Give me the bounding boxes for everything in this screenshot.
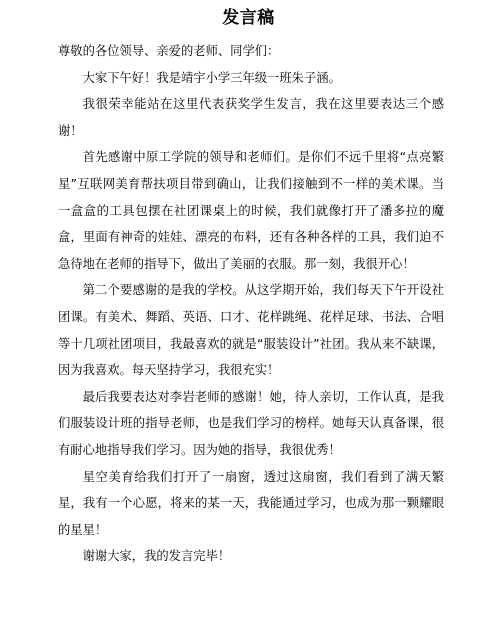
salutation-paragraph: 尊敬的各位领导、亲爱的老师、同学们： (58, 44, 280, 58)
intro-paragraph: 我很荣幸能站在这里代表获奖学生发言，我在这里要表达三个感谢！ (58, 97, 444, 138)
greeting-paragraph: 大家下午好！我是靖宇小学三年级一班朱子涵。 (82, 70, 341, 85)
thanks-school-paragraph: 第二个要感谢的是我的学校。从这学期开始，我们每天下午开设社团课。有美术、舞蹈、英语、口才、花样跳绳、花样足球、书法、合唱等十几项社团项目，我最喜欢的就是“服装设计”社团。我从来不缺课，因为我喜欢。每天坚持学习，我很充实！ (58, 283, 444, 378)
thanks-teacher-paragraph: 最后我要表达对李岩老师的感谢！她，待人亲切，工作认真，是我们服装设计班的指导老师，也是我们学习的榜样。她每天认真备课，很有耐心地指导我们学习。因为她的指导，我很优秀！ (58, 389, 444, 457)
stars-paragraph: 星空美育给我们打开了一扇窗，透过这扇窗，我们看到了满天繁星，我有一个心愿，将来的某一天，我能通过学习，也成为那一颗耀眼的星星！ (58, 469, 444, 537)
closing-paragraph: 谢谢大家，我的发言完毕！ (82, 549, 231, 564)
thanks-college-paragraph: 首先感谢中原工学院的领导和老师们。是你们不远千里将“点亮繁星”互联网美育帮扶项目带到确山，让我们接触到不一样的美术课。当一盒盒的工具包摆在社团课桌上的时候，我们就像打开了潘多拉的魔盒，里面有神奇的娃娃、漂亮的布料，还有各种各样的工具，我们迫不急待地在老师的指导下，做出了美丽的衣服。那一刻，我很开心！ (58, 150, 444, 271)
document-title: 发言稿 (222, 8, 275, 28)
document-body (58, 38, 444, 570)
